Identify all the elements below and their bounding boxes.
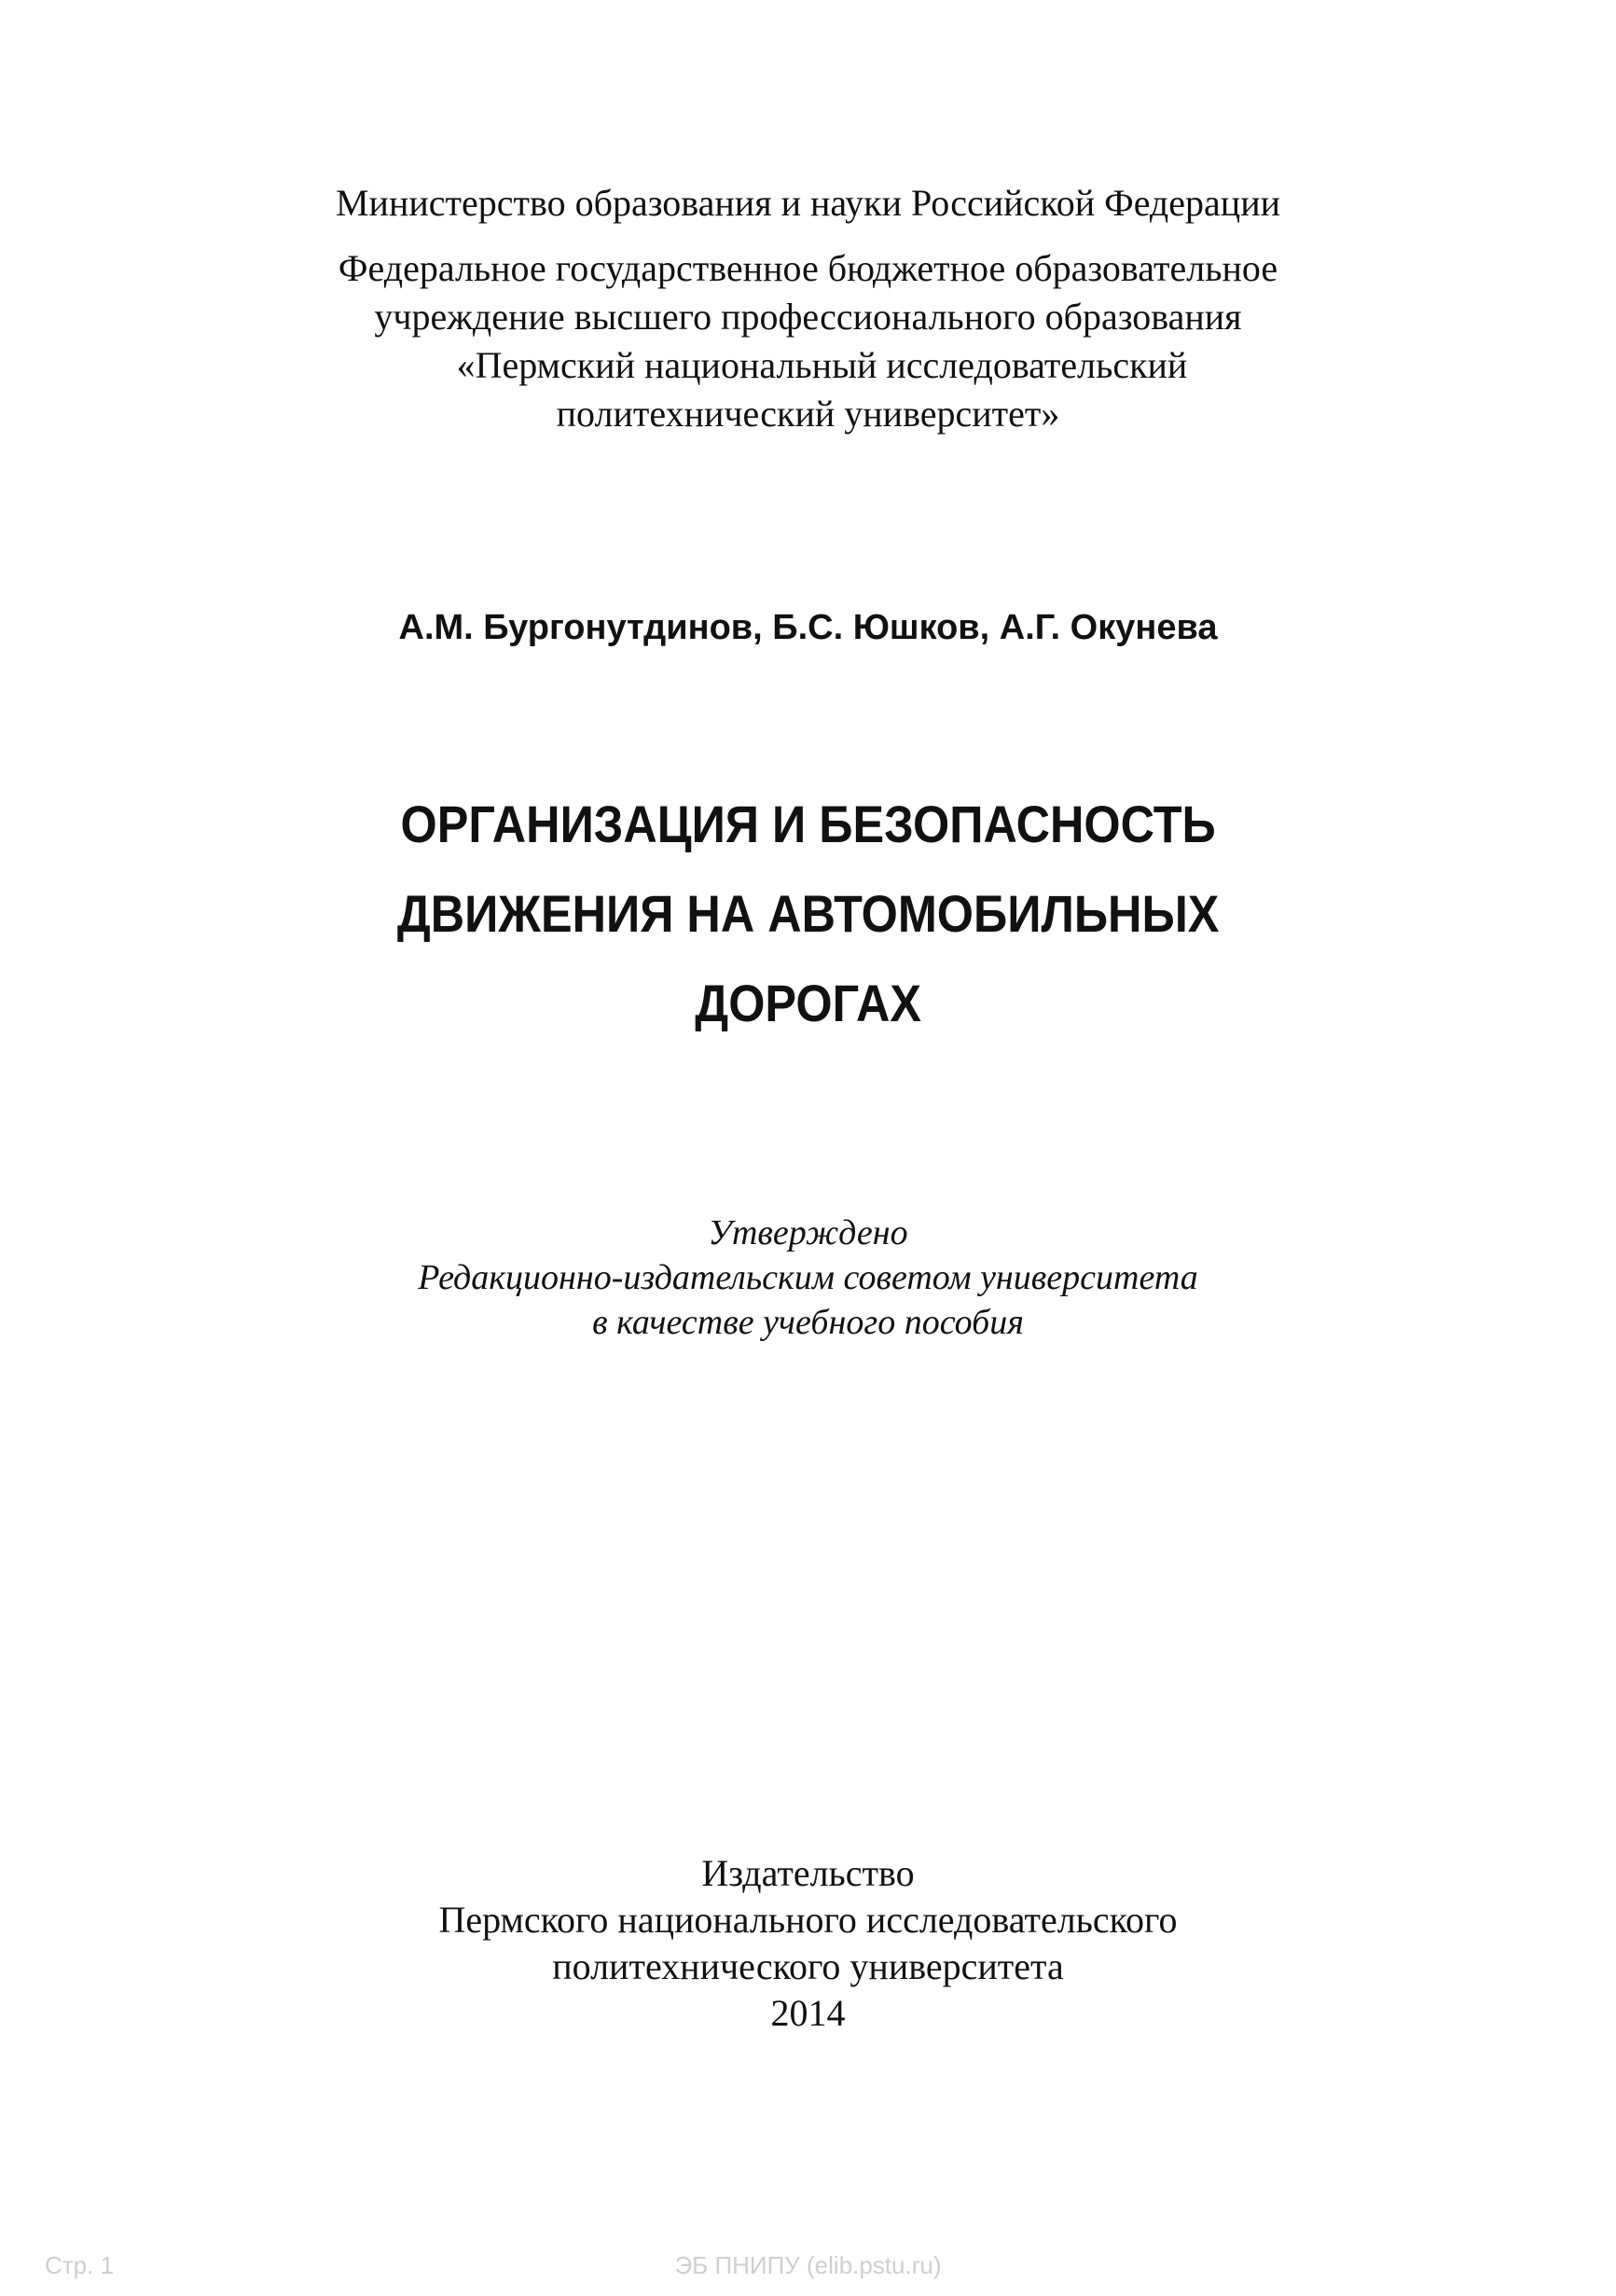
- publisher-line-2: Пермского национального исследовательского: [438, 1899, 1178, 1941]
- approval-line-2: Редакционно-издательским советом университета: [418, 1258, 1198, 1297]
- title-line-1: ОРГАНИЗАЦИЯ И БЕЗОПАСНОСТЬ: [400, 795, 1216, 853]
- publisher-line-3: политехнического университета: [552, 1945, 1064, 1987]
- publication-year: 2014: [770, 1992, 846, 2034]
- ministry-text: Министерство образования и науки Российской Федерации: [335, 182, 1281, 224]
- authors: [0, 604, 1616, 651]
- title-line-2: ДВИЖЕНИЯ НА АВТОМОБИЛЬНЫХ: [396, 884, 1220, 943]
- footer-page-label: Стр. 1: [45, 2251, 115, 2279]
- institution-line-1: Федеральное государственное бюджетное образовательное: [338, 247, 1278, 289]
- ministry-line: [0, 179, 1616, 228]
- publisher-line-1: Издательство: [701, 1852, 915, 1894]
- approval-line-3: в качестве учебного пособия: [592, 1303, 1024, 1342]
- institution-line-2: учреждение высшего профессионального образования: [374, 296, 1242, 338]
- approval-note: [0, 1210, 1616, 1345]
- institution-line-3: «Пермский национальный исследовательский: [456, 344, 1188, 386]
- institution-block: [0, 244, 1616, 438]
- authors-text: А.М. Бургонутдинов, Б.С. Юшков, А.Г. Окунева: [398, 608, 1218, 647]
- book-title: [81, 780, 1536, 1048]
- publisher-block: [0, 1850, 1616, 2037]
- title-line-3: ДОРОГАХ: [695, 974, 921, 1032]
- approval-line-1: Утверждено: [708, 1213, 908, 1252]
- institution-line-4: политехнический университет»: [556, 393, 1060, 435]
- footer-source: ЭБ ПНИПУ (elib.pstu.ru): [674, 2251, 942, 2279]
